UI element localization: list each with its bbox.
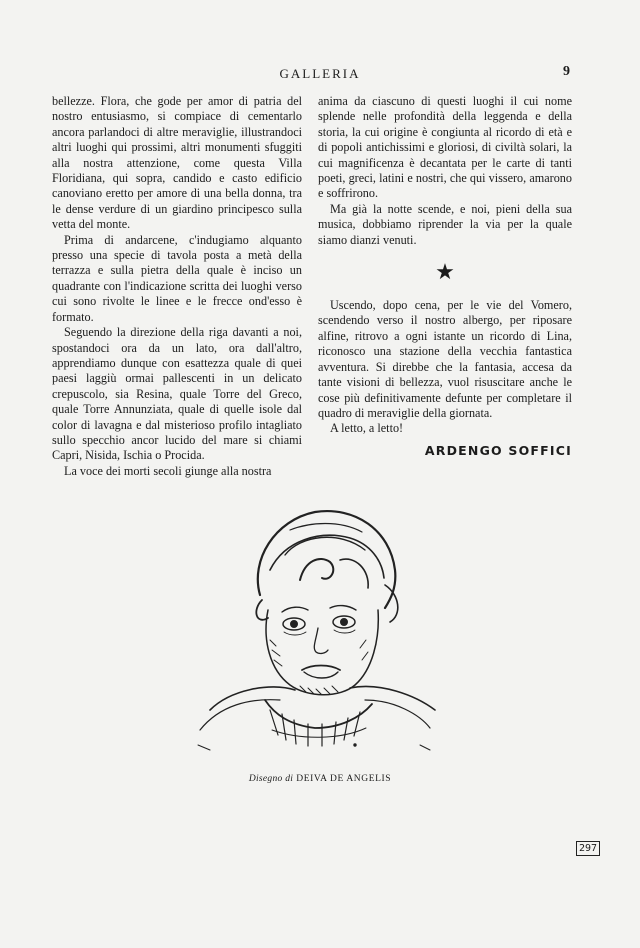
left-column <box>52 94 302 479</box>
paragraph: A letto, a letto! <box>330 421 404 436</box>
paragraph: Ma già la notte scende, e noi, pieni della sua musica, dobbiamo riprender la via per la quale siamo dianzi venuti. <box>318 201 572 247</box>
paragraph: Seguendo la direzione della riga davanti a noi, spostandoci ora da un lato, ora dall'altro, apprendiamo dunque con esattezza quale di quei paesi laggiù ormai pallescenti in un delicato crepuscolo, sia Resina, quale Torre del Greco, quale Torre Annunziata, quale di quelle isole dal color di lavagna e dal misterioso profilo intagliato sullo specchio ancor lucido del mare si chiami Capri, Nisida, Ischia o Procida. <box>52 325 302 463</box>
paragraph: Prima di andarcene, c'indugiamo alquanto presso una specie di tavola posta a metà della terrazza e sulla pietra della quale è inciso un quadrante con l'indicazione scritta dei luoghi verso cui sono rivolte le linee e le frecce ond'esso è formato. <box>52 232 302 324</box>
illustration-caption <box>0 774 640 784</box>
paragraph: anima da ciascuno di questi luoghi il cui nome splende nelle profondità della leggenda e della storia, la cui origine è congiunta al ricordo di età e di popoli antichissimi e gloriosi, di civiltà solari, la cui magnificenza è decantata per le carte di tanti poeti, greci, latini e nostri, che qui vissero, amarono e soffrirono. <box>318 94 572 201</box>
paragraph: Uscendo, dopo cena, per le vie del Vomero, scendendo verso il nostro albergo, per riposare alfine, ritrovo a ogni istante un ricordo di Lina, riconosco una stazione della vecchia fantastica avventura. Si direbbe che la fantasia, accesa da tante visioni di bellezza, vuol risuscitare anche le cose più definitivamente defunte per completare il quadro di meraviglie della giornata. <box>318 298 572 420</box>
caption-artist: DEIVA DE ANGELIS <box>296 774 392 784</box>
running-header: GALLERIA <box>279 66 361 81</box>
star-separator-icon: ★ <box>435 259 455 285</box>
right-column <box>318 94 572 458</box>
author-signature: ARDENGO SOFFICI <box>424 442 572 458</box>
paragraph: bellezze. Flora, che gode per amor di patria del nostro entusiasmo, si compiace di cementarlo ancora parlandoci di altre meraviglie, illustrandoci altri luoghi qui prossimi, altri monumenti sfuggiti alla nostra attenzione, come questa Villa Floridiana, qui sopra, candido e casto edificio canoviano eretto per amore di una bella donna, tra le dense verdure di un giardino principesco sulla vetta del monte. <box>52 94 302 232</box>
paragraph: La voce dei morti secoli giunge alla nostra <box>64 463 272 478</box>
child-portrait-drawing <box>190 500 440 765</box>
caption-prefix: Disegno di <box>248 774 294 784</box>
folio-number: 297 <box>576 841 600 856</box>
page-number: 9 <box>563 64 570 79</box>
